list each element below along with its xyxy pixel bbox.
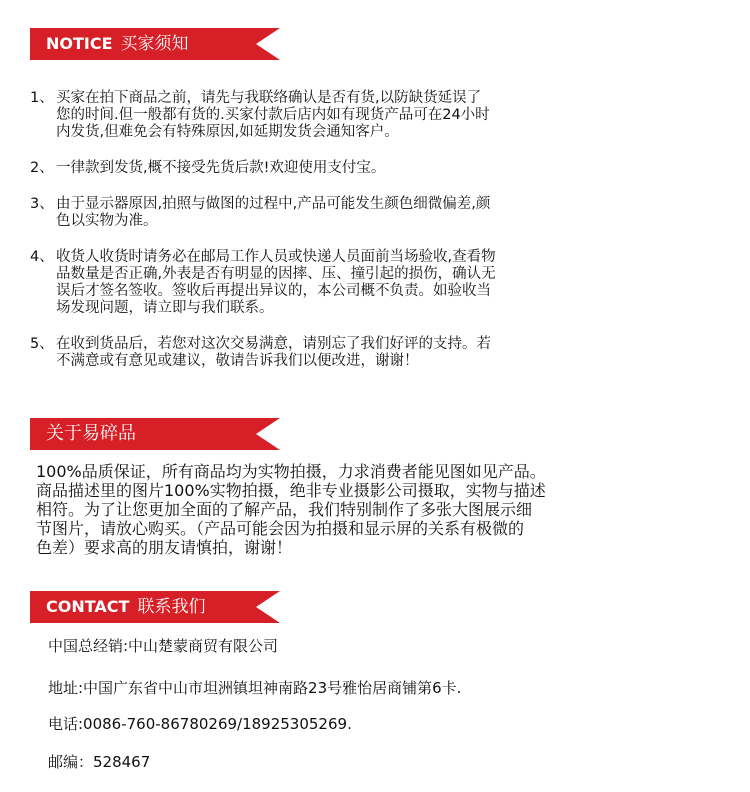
- contact-address: 地址:中国广东省中山市坦洲镇坦神南路23号雅怡居商铺第6卡.: [48, 679, 462, 697]
- notice-item: [30, 160, 710, 177]
- notice-item-number: 3、: [30, 196, 54, 212]
- notice-item-text: 收货人收货时请务必在邮局工作人员或快递人员面前当场验收,查看物 品数量是否正确,外表是否有明显的因摔、压、撞引起的损伤，确认无 误后才签名签收。签收后再提出异议的，本公司概不负责。如验收当 场发现问题，请立即与我们联系。: [56, 249, 496, 316]
- fragile-banner-title: [46, 418, 136, 450]
- notice-banner-title: [46, 28, 189, 60]
- notice-item-text: 在收到货品后，若您对这次交易满意，请别忘了我们好评的支持。若 不满意或有意见或建议，敬请告诉我们以便改进，谢谢！: [56, 336, 491, 369]
- contact-phone: 电话:0086-760-86780269/18925305269.: [48, 715, 352, 733]
- notice-item-number: 1、: [30, 90, 54, 106]
- contact-title-en: CONTACT: [46, 597, 130, 616]
- fragile-description: 100%品质保证，所有商品均为实物拍摄，力求消费者能见图如见产品。 商品描述里的图片100%实物拍摄，绝非专业摄影公司摄取，实物与描述 相符。为了让您更加全面的了解产品，我们特别制作了多张大图展示细 节图片，请放心购买。（产品可能会因为拍摄和显示屏的关系有极微的 色差）要求高的朋友请慎拍，谢谢！: [36, 462, 546, 557]
- contact-banner: [30, 591, 280, 623]
- notice-item: [30, 336, 710, 370]
- notice-item: [30, 249, 710, 317]
- fragile-title: 关于易碎品: [46, 423, 136, 444]
- notice-item-number: 4、: [30, 249, 54, 265]
- contact-distributor: 中国总经销:中山楚蒙商贸有限公司: [48, 637, 279, 655]
- contact-title-cn: 联系我们: [137, 597, 206, 617]
- fragile-banner: [30, 418, 280, 450]
- notice-item-text: 买家在拍下商品之前，请先与我联络确认是否有货,以防缺货延误了 您的时间.但一般都有货的.买家付款后店内如有现货产品可在24小时 内发货,但难免会有特殊原因,如延期发货会通知客户。: [56, 90, 490, 140]
- notice-list: [30, 90, 710, 389]
- contact-postcode: 邮编：528467: [48, 753, 151, 771]
- notice-item: [30, 90, 710, 141]
- contact-banner-title: [46, 591, 205, 623]
- notice-banner: [30, 28, 280, 60]
- notice-item: [30, 196, 710, 230]
- notice-item-number: 5、: [30, 336, 54, 352]
- notice-item-text: 由于显示器原因,拍照与做图的过程中,产品可能发生颜色细微偏差,颜 色以实物为准。: [56, 196, 491, 229]
- notice-title-en: NOTICE: [46, 34, 113, 53]
- notice-title-cn: 买家须知: [120, 34, 189, 54]
- notice-item-text: 一律款到发货,概不接受先货后款!欢迎使用支付宝。: [56, 160, 386, 176]
- notice-item-number: 2、: [30, 160, 54, 176]
